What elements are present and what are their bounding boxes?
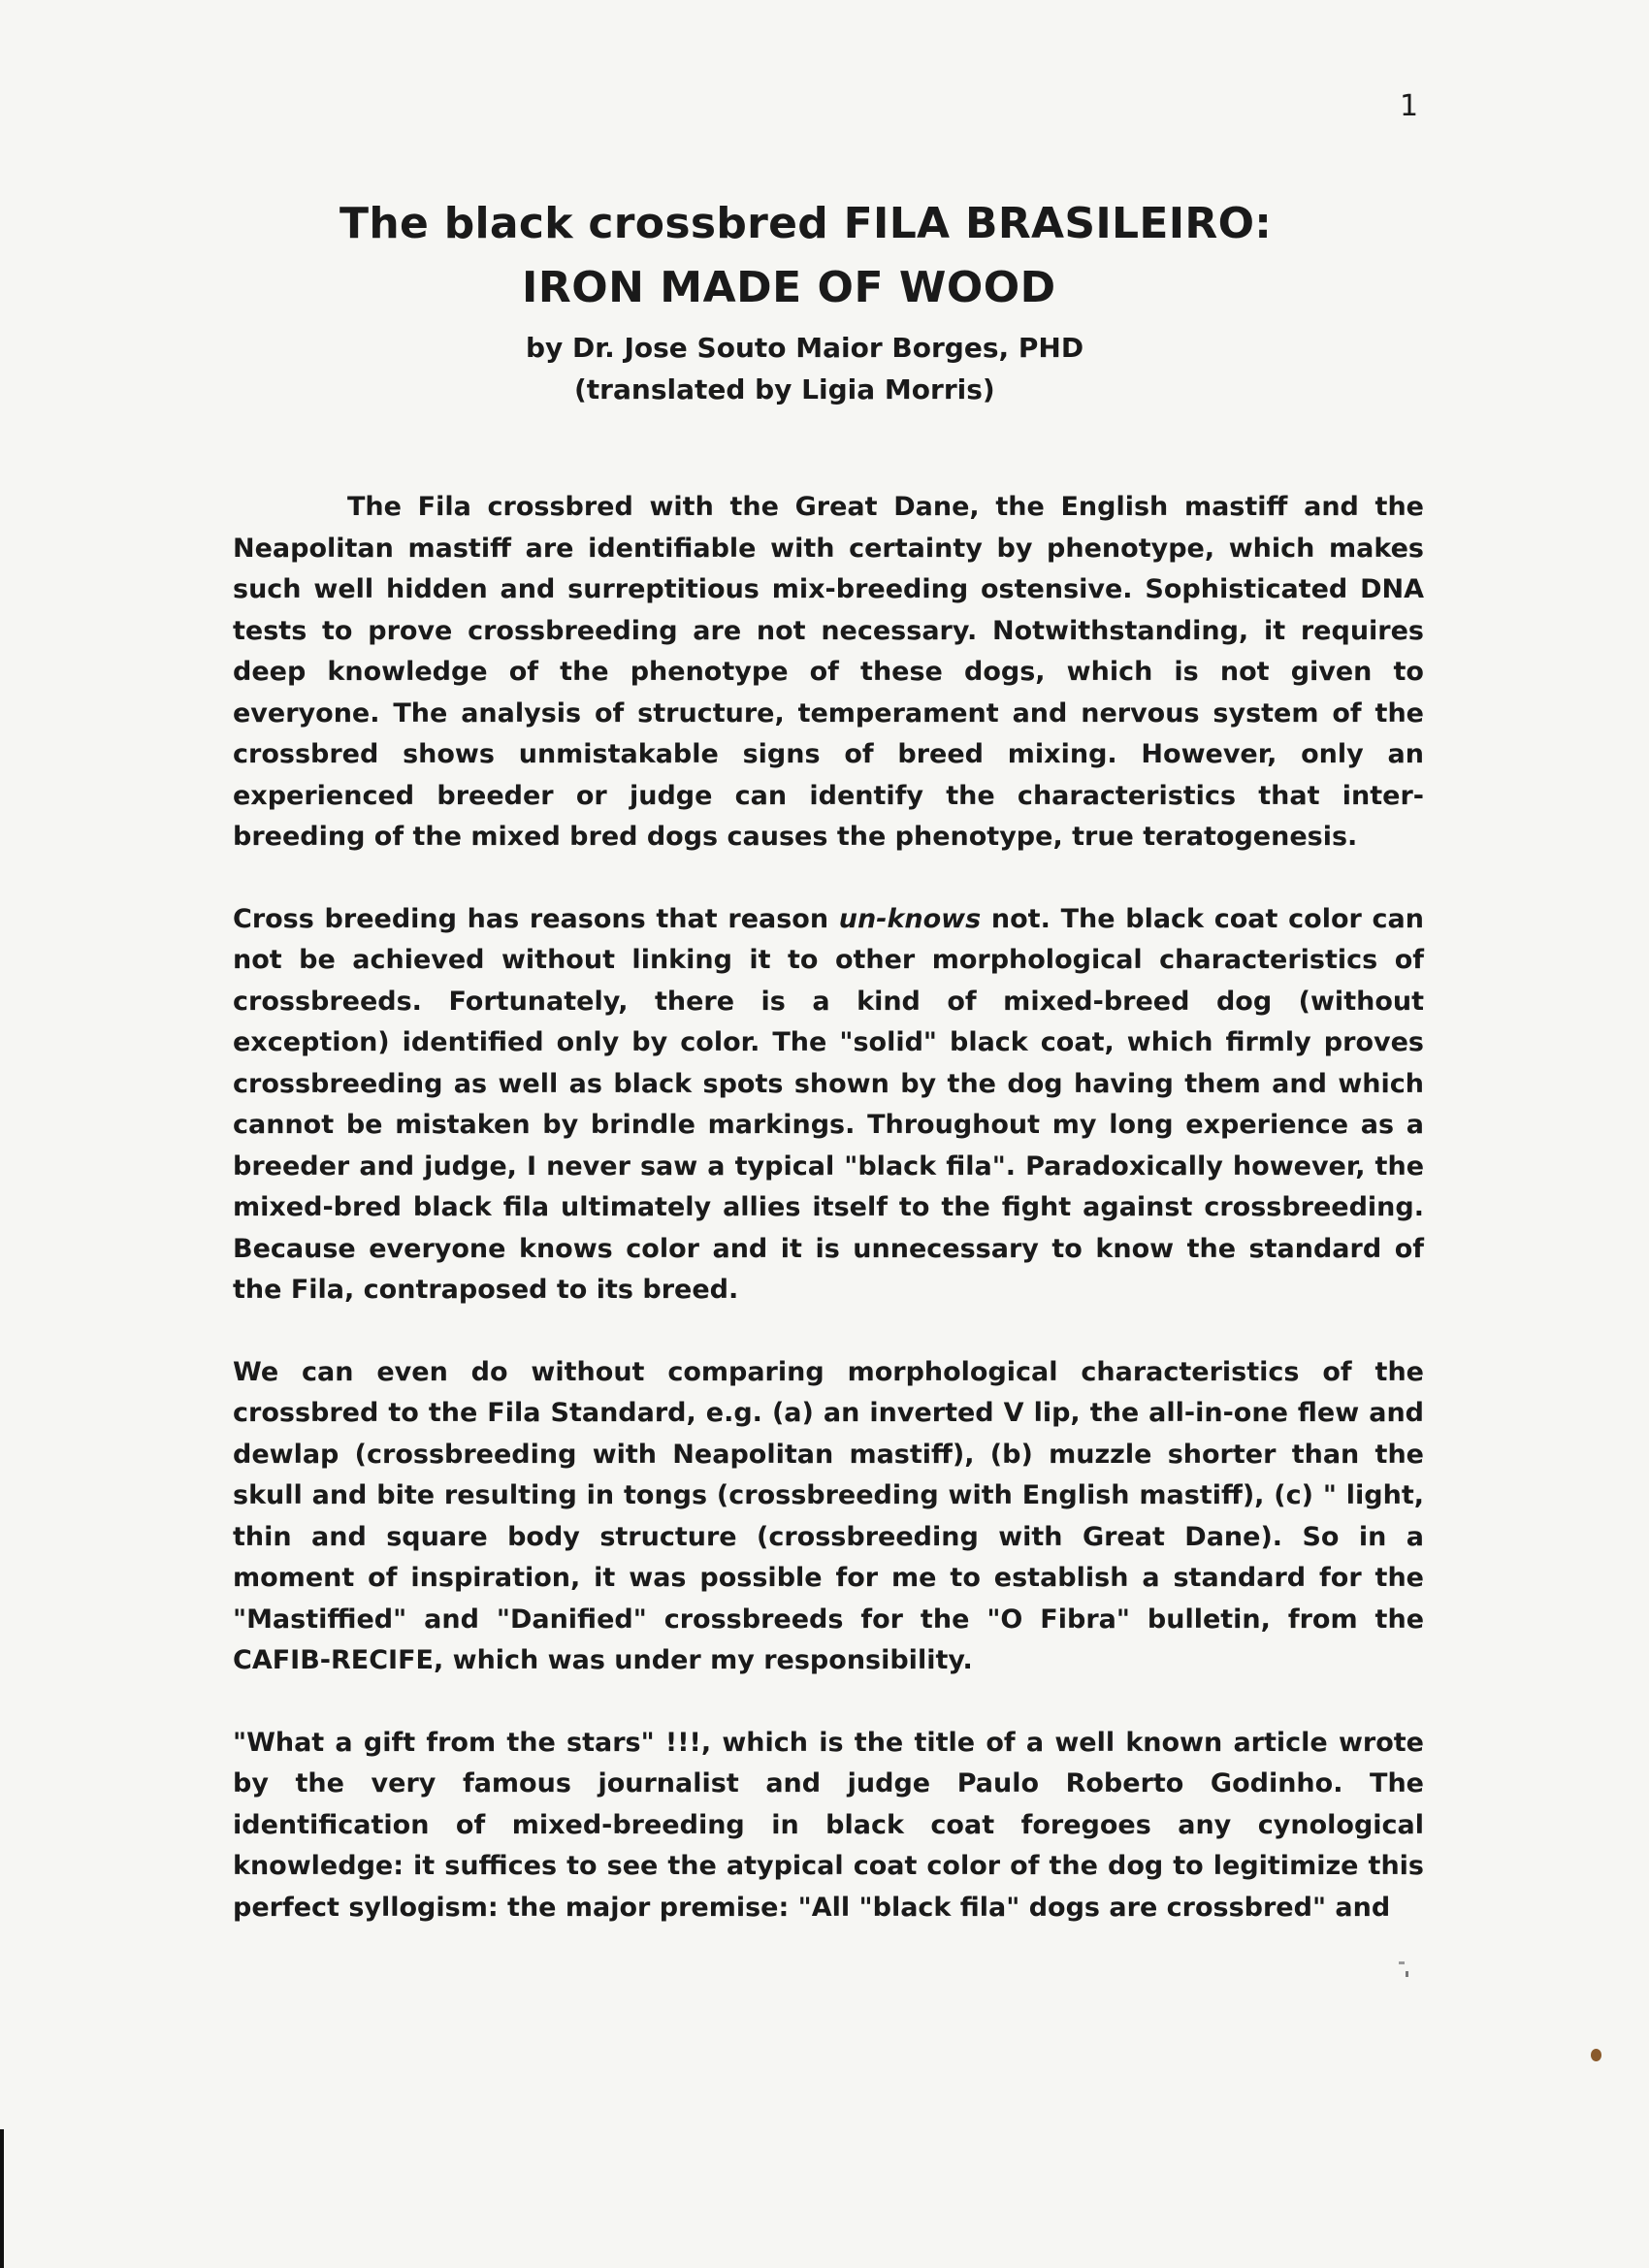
paper-speck bbox=[1591, 2049, 1601, 2061]
paragraph-1: The Fila crossbred with the Great Dane, the English mastiff and the Neapolitan mastiff are identifiable with certainty by phenotype, which makes such well hidden and surreptitious mix-breeding ostensive. Sophisticated DNA tests to prove crossbreeding are not necessary. Notwithstanding, it requires deep knowledge of the phenotype of these dogs, which is not given to everyone. The analysis of structure, temperament and nervous system of the crossbred shows unmistakable signs of breed mixing. However, only an experienced breeder or judge can identify the characteristics that inter-breeding of the mixed bred dogs causes the phenotype, true teratogenesis. bbox=[233, 492, 1424, 852]
paragraph-2-text-start: Cross breeding has reasons that reason bbox=[233, 903, 839, 934]
translator-credit: (translated by Ligia Morris) bbox=[574, 373, 995, 405]
paper-speck bbox=[1399, 1961, 1405, 1964]
paper-speck bbox=[1406, 1971, 1408, 1977]
paragraph-4: "What a gift from the stars" !!!, which is the title of a well known article wrote by the very famous journalist and judge Paulo Roberto Godinho. The identification of mixed-breeding in black coat foregoes any cynological knowledge: it suffices to see the atypical coat color of the dog to legitimize this perfect syllogism: the major premise: "All "black fila" dogs are crossbred" and bbox=[233, 1727, 1424, 1923]
paragraph-2 bbox=[233, 899, 1424, 1312]
article-body bbox=[233, 487, 1424, 1969]
paragraph-2-text-end: not. The black coat color can not be achieved without linking it to other morphological characteristics of crossbreeds. Fortunately, there is a kind of mixed-breed dog (without exception) identified only by color. The "solid" black coat, which firmly proves crossbreeding as well as black spots shown by the dog having them and which cannot be mistaken by brindle markings. Throughout my long experience as a breeder and judge, I never saw a typical "black fila". Paradoxically however, the mixed-bred black fila ultimately allies itself to the fight against crossbreeding. Because everyone knows color and it is unnecessary to know the standard of the Fila, contraposed to its breed. bbox=[233, 903, 1424, 1305]
title-line-1: The black crossbred FILA BRASILEIRO: bbox=[340, 199, 1273, 248]
paragraph-3: We can even do without comparing morphological characteristics of the crossbred to the Fila Standard, e.g. (a) an inverted V lip, the all-in-one flew and dewlap (crossbreeding with Neapolitan mastiff), (b) muzzle shorter than the skull and bite resulting in tongs (crossbreeding with English mastiff), (c) " light, thin and square body structure (crossbreeding with Great Dane). So in a moment of inspiration, it was possible for me to establish a standard for the "Mastiffied" and "Danified" crossbreeds for the "O Fibra" bulletin, from the CAFIB-RECIFE, which was under my responsibility. bbox=[233, 1356, 1424, 1675]
page-number: 1 bbox=[1400, 89, 1419, 123]
emphasized-word: un-knows bbox=[838, 903, 982, 934]
author-byline: by Dr. Jose Souto Maior Borges, PHD bbox=[526, 332, 1084, 364]
scan-edge-mark bbox=[0, 2129, 4, 2268]
title-line-2: IRON MADE OF WOOD bbox=[522, 263, 1056, 312]
